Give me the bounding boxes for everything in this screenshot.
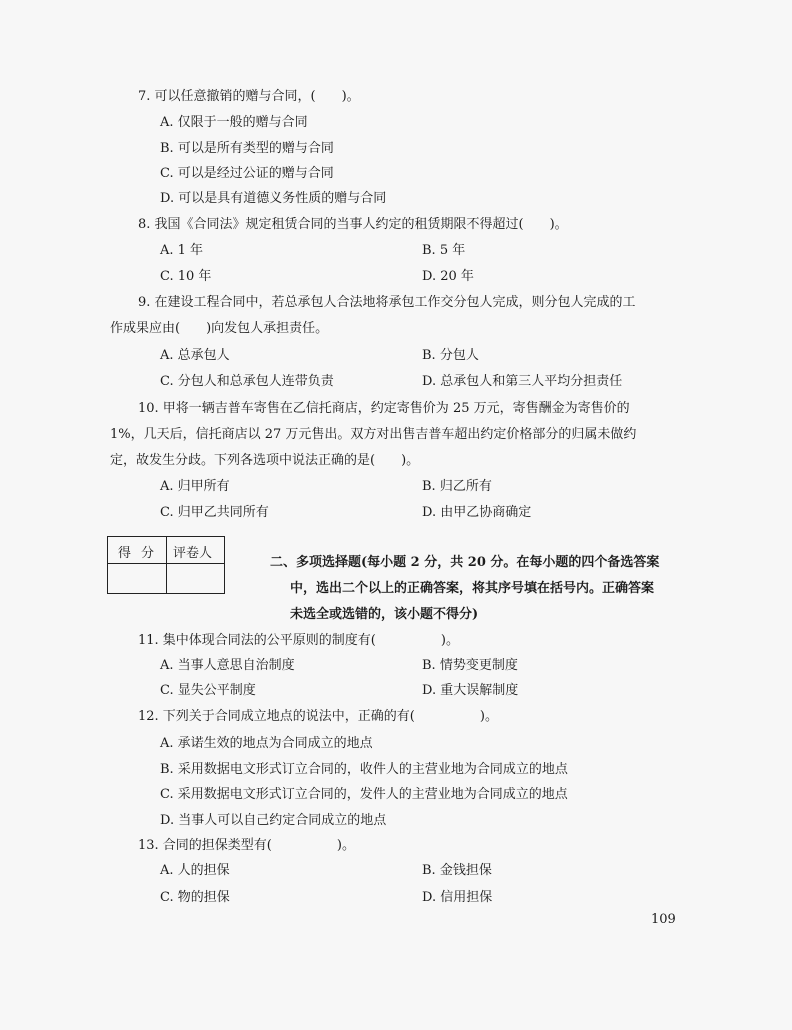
question-11-stem: 11. 集中体现合同法的公平原则的制度有( )。 (138, 633, 459, 648)
question-11-option-b: B. 情势变更制度 (422, 658, 518, 673)
question-8-option-b: B. 5 年 (422, 243, 466, 258)
question-10-stem-line1: 10. 甲将一辆吉普车寄售在乙信托商店，约定寄售价为 25 万元，寄售酬金为寄售价的 (138, 401, 630, 416)
section-2-heading-line3: 未选全或选错的，该小题不得分) (290, 607, 479, 622)
question-7-option-c: C. 可以是经过公证的赠与合同 (160, 166, 334, 181)
question-13-option-c: C. 物的担保 (160, 890, 230, 905)
question-12-option-d: D. 当事人可以自己约定合同成立的地点 (160, 813, 387, 828)
question-11-option-a: A. 当事人意思自治制度 (160, 658, 295, 673)
score-table (107, 536, 225, 594)
question-12-option-c: C. 采用数据电文形式订立合同的，发件人的主营业地为合同成立的地点 (160, 787, 568, 802)
question-9-stem-line1: 9. 在建设工程合同中，若总承包人合法地将承包工作交分包人完成，则分包人完成的工 (138, 295, 636, 310)
question-9-option-d: D. 总承包人和第三人平均分担责任 (422, 374, 623, 389)
question-13-option-d: D. 信用担保 (422, 890, 493, 905)
question-13-option-a: A. 人的担保 (160, 863, 230, 878)
question-11-option-c: C. 显失公平制度 (160, 683, 256, 698)
question-10-option-d: D. 由甲乙协商确定 (422, 505, 532, 520)
question-7-option-b: B. 可以是所有类型的赠与合同 (160, 141, 334, 156)
section-2-heading-line1: 二、多项选择题(每小题 2 分，共 20 分。在每小题的四个备选答案 (270, 555, 660, 570)
question-10-option-c: C. 归甲乙共同所有 (160, 505, 269, 520)
question-10-stem-line2: 1%，几天后，信托商店以 27 万元售出。双方对出售吉普车超出约定价格部分的归属未做约 (110, 427, 637, 442)
question-7-option-d: D. 可以是具有道德义务性质的赠与合同 (160, 191, 387, 206)
question-9-option-a: A. 总承包人 (160, 348, 230, 363)
question-13-option-b: B. 金钱担保 (422, 863, 492, 878)
question-13-stem: 13. 合同的担保类型有( )。 (138, 838, 355, 853)
score-table-divider (166, 537, 167, 593)
grader-header: 评卷人 (173, 546, 213, 561)
question-7-stem: 7. 可以任意撤销的赠与合同，( )。 (138, 89, 360, 104)
question-12-stem: 12. 下列关于合同成立地点的说法中，正确的有( )。 (138, 709, 498, 724)
question-8-stem: 8. 我国《合同法》规定租赁合同的当事人约定的租赁期限不得超过( )。 (138, 217, 568, 232)
question-8-option-d: D. 20 年 (422, 269, 474, 284)
question-10-option-a: A. 归甲所有 (160, 479, 230, 494)
score-table-divider (108, 563, 224, 564)
question-12-option-a: A. 承诺生效的地点为合同成立的地点 (160, 736, 373, 751)
question-10-stem-line3: 定，故发生分歧。下列各选项中说法正确的是( )。 (110, 453, 420, 468)
question-11-option-d: D. 重大误解制度 (422, 683, 519, 698)
question-10-option-b: B. 归乙所有 (422, 479, 492, 494)
question-7-option-a: A. 仅限于一般的赠与合同 (160, 115, 308, 130)
section-2-heading-line2: 中，选出二个以上的正确答案，将其序号填在括号内。正确答案 (290, 581, 655, 596)
question-9-stem-line2: 作成果应由( )向发包人承担责任。 (110, 321, 329, 336)
question-8-option-c: C. 10 年 (160, 269, 212, 284)
question-9-option-c: C. 分包人和总承包人连带负责 (160, 374, 334, 389)
score-header: 得分 (118, 546, 165, 561)
question-9-option-b: B. 分包人 (422, 348, 479, 363)
question-12-option-b: B. 采用数据电文形式订立合同的，收件人的主营业地为合同成立的地点 (160, 762, 568, 777)
page-number: 109 (651, 912, 676, 927)
question-8-option-a: A. 1 年 (160, 243, 204, 258)
